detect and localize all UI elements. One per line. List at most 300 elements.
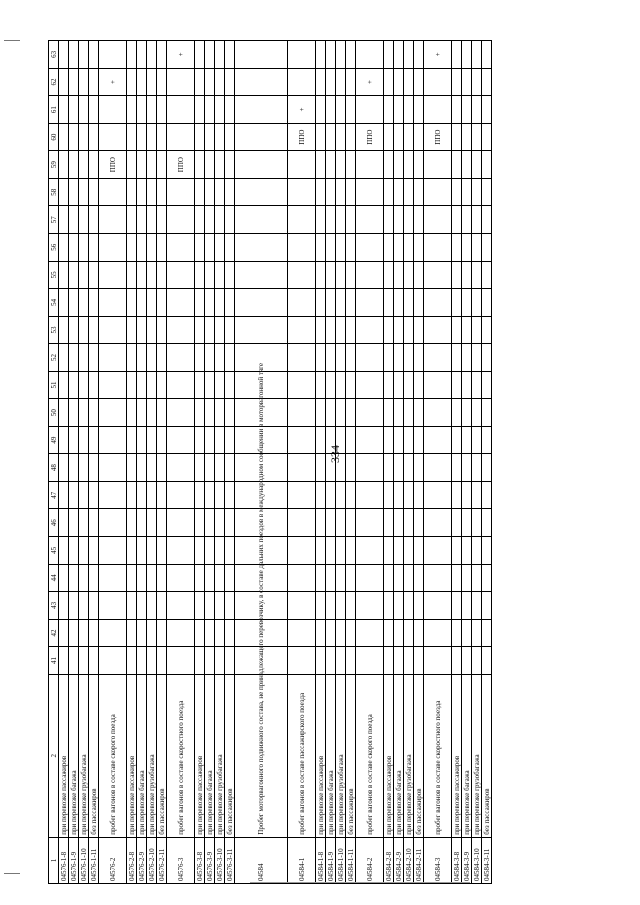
cell-col-61 bbox=[99, 96, 127, 124]
table-row bbox=[482, 41, 492, 884]
table-row bbox=[414, 41, 424, 884]
cell-col-55 bbox=[356, 261, 384, 289]
cell-col-56 bbox=[195, 234, 205, 262]
row-code: 04584-2-8 bbox=[384, 837, 394, 883]
cell-col-55 bbox=[288, 261, 316, 289]
cell-col-51 bbox=[167, 371, 195, 399]
cell-col-46 bbox=[356, 509, 384, 537]
cell-col-50 bbox=[336, 399, 346, 427]
row-code: 04584-3-11 bbox=[482, 837, 492, 883]
table-row bbox=[69, 41, 79, 884]
cell-col-56 bbox=[69, 234, 79, 262]
cell-col-57 bbox=[384, 206, 394, 234]
row-code: 04584-2-11 bbox=[414, 837, 424, 883]
cell-col-53 bbox=[59, 316, 69, 344]
cell-col-42 bbox=[205, 619, 215, 647]
cell-col-58 bbox=[167, 178, 195, 206]
cell-col-41 bbox=[59, 647, 69, 675]
cell-col-51 bbox=[195, 371, 205, 399]
cell-col-62 bbox=[404, 68, 414, 96]
cell-col-60 bbox=[215, 123, 225, 151]
cell-col-60: ППО bbox=[356, 123, 384, 151]
cell-col-52 bbox=[336, 344, 346, 372]
cell-col-60: ППО bbox=[288, 123, 316, 151]
cell-col-50 bbox=[59, 399, 69, 427]
cell-col-49 bbox=[99, 426, 127, 454]
cell-col-56 bbox=[137, 234, 147, 262]
table-row bbox=[225, 41, 235, 884]
cell-col-52 bbox=[137, 344, 147, 372]
cell-col-56 bbox=[215, 234, 225, 262]
row-description: при перевозке багажа bbox=[137, 674, 147, 837]
cell-col-48 bbox=[99, 454, 127, 482]
cell-col-55 bbox=[195, 261, 205, 289]
cell-col-50 bbox=[384, 399, 394, 427]
cell-col-62 bbox=[167, 68, 195, 96]
cell-col-49 bbox=[336, 426, 346, 454]
cell-col-59 bbox=[215, 151, 225, 179]
cell-col-50 bbox=[225, 399, 235, 427]
cell-col-42 bbox=[336, 619, 346, 647]
cell-col-58 bbox=[384, 178, 394, 206]
cell-col-58 bbox=[356, 178, 384, 206]
cell-col-63 bbox=[472, 41, 482, 69]
cell-col-51 bbox=[127, 371, 137, 399]
cell-col-59 bbox=[69, 151, 79, 179]
cell-col-58 bbox=[89, 178, 99, 206]
cell-col-55 bbox=[167, 261, 195, 289]
cell-col-58 bbox=[462, 178, 472, 206]
cell-col-46 bbox=[336, 509, 346, 537]
cell-col-48 bbox=[59, 454, 69, 482]
cell-col-41 bbox=[195, 647, 205, 675]
cell-col-51 bbox=[225, 371, 235, 399]
cell-col-51 bbox=[316, 371, 326, 399]
cell-col-54 bbox=[167, 289, 195, 317]
cell-col-49 bbox=[356, 426, 384, 454]
row-code: 04576-1-10 bbox=[79, 837, 89, 883]
cell-col-62 bbox=[462, 68, 472, 96]
column-header-49: 49 bbox=[49, 426, 59, 454]
cell-col-49 bbox=[225, 426, 235, 454]
cell-col-59 bbox=[394, 151, 404, 179]
cell-col-44 bbox=[215, 564, 225, 592]
cell-col-63 bbox=[195, 41, 205, 69]
cell-col-57 bbox=[195, 206, 205, 234]
cell-col-41 bbox=[394, 647, 404, 675]
column-header-51: 51 bbox=[49, 371, 59, 399]
cell-col-48 bbox=[137, 454, 147, 482]
cell-col-44 bbox=[147, 564, 157, 592]
cell-col-61 bbox=[205, 96, 215, 124]
cell-col-62 bbox=[316, 68, 326, 96]
row-code: 04584-2-9 bbox=[394, 837, 404, 883]
cell-col-46 bbox=[424, 509, 452, 537]
row-code: 04576-3-10 bbox=[215, 837, 225, 883]
cell-col-54 bbox=[147, 289, 157, 317]
cell-col-58 bbox=[59, 178, 69, 206]
cell-col-42 bbox=[167, 619, 195, 647]
cell-col-44 bbox=[482, 564, 492, 592]
table-row bbox=[346, 41, 356, 884]
table-row bbox=[404, 41, 414, 884]
cell-col-60 bbox=[404, 123, 414, 151]
cell-col-56 bbox=[404, 234, 414, 262]
cell-col-48 bbox=[394, 454, 404, 482]
cell-col-46 bbox=[326, 509, 336, 537]
cell-col-60 bbox=[384, 123, 394, 151]
cell-col-53 bbox=[462, 316, 472, 344]
cell-col-54 bbox=[346, 289, 356, 317]
row-description: при перевозке грузобагажа bbox=[472, 674, 482, 837]
cell-col-57 bbox=[79, 206, 89, 234]
cell-col-58 bbox=[472, 178, 482, 206]
cell-col-49 bbox=[394, 426, 404, 454]
table-row bbox=[157, 41, 167, 884]
cell-col-55 bbox=[336, 261, 346, 289]
cell-col-51 bbox=[384, 371, 394, 399]
cell-col-49 bbox=[462, 426, 472, 454]
cell-col-60 bbox=[205, 123, 215, 151]
row-code: 04584-1-9 bbox=[326, 837, 336, 883]
cell-col-56 bbox=[326, 234, 336, 262]
cell-col-49 bbox=[424, 426, 452, 454]
cell-col-50 bbox=[167, 399, 195, 427]
cell-col-49 bbox=[89, 426, 99, 454]
table-row bbox=[167, 41, 195, 884]
cell-col-42 bbox=[326, 619, 336, 647]
cell-col-58 bbox=[69, 178, 79, 206]
cell-col-63 bbox=[482, 41, 492, 69]
cell-col-45 bbox=[137, 537, 147, 565]
cell-col-47 bbox=[99, 481, 127, 509]
cell-col-41 bbox=[462, 647, 472, 675]
cell-col-61 bbox=[404, 96, 414, 124]
table-row bbox=[205, 41, 215, 884]
cell-col-60 bbox=[127, 123, 137, 151]
table-row bbox=[394, 41, 404, 884]
cell-col-44 bbox=[424, 564, 452, 592]
cell-col-41 bbox=[79, 647, 89, 675]
cell-col-59 bbox=[472, 151, 482, 179]
cell-col-41 bbox=[69, 647, 79, 675]
cell-col-63 bbox=[225, 41, 235, 69]
cell-col-51 bbox=[59, 371, 69, 399]
cell-col-63 bbox=[356, 41, 384, 69]
cell-col-52 bbox=[69, 344, 79, 372]
cell-col-50 bbox=[215, 399, 225, 427]
row-description: без пассажиров bbox=[346, 674, 356, 837]
cell-col-52 bbox=[205, 344, 215, 372]
cell-col-54 bbox=[482, 289, 492, 317]
cell-col-61 bbox=[235, 96, 288, 124]
cell-col-52 bbox=[356, 344, 384, 372]
cell-col-48 bbox=[167, 454, 195, 482]
row-code: 04584-3-8 bbox=[452, 837, 462, 883]
cell-col-41 bbox=[167, 647, 195, 675]
cell-col-52 bbox=[414, 344, 424, 372]
cell-col-48 bbox=[462, 454, 472, 482]
cell-col-49 bbox=[384, 426, 394, 454]
cell-col-59 bbox=[346, 151, 356, 179]
cell-col-42 bbox=[346, 619, 356, 647]
table-row bbox=[356, 41, 384, 884]
cell-col-42 bbox=[215, 619, 225, 647]
cell-col-44 bbox=[404, 564, 414, 592]
column-header-54: 54 bbox=[49, 289, 59, 317]
cell-col-56 bbox=[394, 234, 404, 262]
cell-col-63 bbox=[316, 41, 326, 69]
row-code: 04584-1-10 bbox=[336, 837, 346, 883]
cell-col-46 bbox=[137, 509, 147, 537]
row-description: без пассажиров bbox=[225, 674, 235, 837]
cell-col-41 bbox=[326, 647, 336, 675]
cell-col-63 bbox=[384, 41, 394, 69]
cell-col-55 bbox=[157, 261, 167, 289]
cell-col-49 bbox=[147, 426, 157, 454]
cell-col-61 bbox=[59, 96, 69, 124]
cell-col-41 bbox=[215, 647, 225, 675]
cell-col-43 bbox=[79, 592, 89, 620]
cell-col-58 bbox=[195, 178, 205, 206]
cell-col-50 bbox=[99, 399, 127, 427]
cell-col-42 bbox=[414, 619, 424, 647]
cell-col-51 bbox=[99, 371, 127, 399]
row-description: при перевозке пассажиров bbox=[59, 674, 69, 837]
cell-col-55 bbox=[462, 261, 472, 289]
cell-col-59 bbox=[462, 151, 472, 179]
cell-col-53 bbox=[336, 316, 346, 344]
cell-col-58 bbox=[157, 178, 167, 206]
cell-col-51 bbox=[205, 371, 215, 399]
cell-col-57 bbox=[346, 206, 356, 234]
cell-col-48 bbox=[288, 454, 316, 482]
cell-col-52 bbox=[225, 344, 235, 372]
cell-col-46 bbox=[205, 509, 215, 537]
cell-col-57 bbox=[472, 206, 482, 234]
cell-col-60 bbox=[147, 123, 157, 151]
row-description: при перевозке пассажиров bbox=[452, 674, 462, 837]
cell-col-44 bbox=[462, 564, 472, 592]
cell-col-42 bbox=[482, 619, 492, 647]
cell-col-56 bbox=[59, 234, 69, 262]
cell-col-59 bbox=[59, 151, 69, 179]
cell-col-50 bbox=[326, 399, 336, 427]
cell-col-49 bbox=[157, 426, 167, 454]
cell-col-47 bbox=[472, 481, 482, 509]
cell-col-56 bbox=[414, 234, 424, 262]
cell-col-60 bbox=[235, 123, 288, 151]
cell-col-58 bbox=[79, 178, 89, 206]
cell-col-56 bbox=[127, 234, 137, 262]
cell-col-54 bbox=[157, 289, 167, 317]
cell-col-51 bbox=[326, 371, 336, 399]
cell-col-55 bbox=[424, 261, 452, 289]
cell-col-44 bbox=[452, 564, 462, 592]
row-code: 04576-2-10 bbox=[147, 837, 157, 883]
cell-col-62 bbox=[394, 68, 404, 96]
cell-col-56 bbox=[99, 234, 127, 262]
cell-col-59 bbox=[452, 151, 462, 179]
cell-col-45 bbox=[288, 537, 316, 565]
cell-col-42 bbox=[288, 619, 316, 647]
cell-col-42 bbox=[137, 619, 147, 647]
cell-col-62 bbox=[69, 68, 79, 96]
row-code: 04584-2 bbox=[356, 837, 384, 883]
cell-col-46 bbox=[59, 509, 69, 537]
cell-col-41 bbox=[414, 647, 424, 675]
cell-col-62 bbox=[225, 68, 235, 96]
cell-col-52 bbox=[326, 344, 336, 372]
table-frame bbox=[48, 40, 491, 884]
cell-col-43 bbox=[414, 592, 424, 620]
cell-col-48 bbox=[472, 454, 482, 482]
cell-col-41 bbox=[424, 647, 452, 675]
cell-col-49 bbox=[137, 426, 147, 454]
row-code: 04584-3-10 bbox=[472, 837, 482, 883]
cell-col-45 bbox=[424, 537, 452, 565]
cell-col-62: + bbox=[356, 68, 384, 96]
cell-col-43 bbox=[326, 592, 336, 620]
cell-col-47 bbox=[424, 481, 452, 509]
cell-col-57 bbox=[482, 206, 492, 234]
cell-col-54 bbox=[326, 289, 336, 317]
column-header-1: 1 bbox=[49, 837, 59, 883]
cell-col-48 bbox=[205, 454, 215, 482]
row-description: пробег вагонов в составе скорого поезда bbox=[99, 674, 127, 837]
cell-col-45 bbox=[205, 537, 215, 565]
cell-col-56 bbox=[316, 234, 326, 262]
cell-col-47 bbox=[452, 481, 462, 509]
cell-col-51 bbox=[147, 371, 157, 399]
cell-col-42 bbox=[394, 619, 404, 647]
cell-col-44 bbox=[157, 564, 167, 592]
cell-col-61 bbox=[346, 96, 356, 124]
cell-col-53 bbox=[137, 316, 147, 344]
cell-col-49 bbox=[452, 426, 462, 454]
cell-col-54 bbox=[195, 289, 205, 317]
cell-col-61 bbox=[316, 96, 326, 124]
cell-col-52 bbox=[384, 344, 394, 372]
row-code: 04576-3-11 bbox=[225, 837, 235, 883]
row-code: 04576-3 bbox=[167, 837, 195, 883]
cell-col-62 bbox=[157, 68, 167, 96]
cell-col-48 bbox=[346, 454, 356, 482]
cell-col-61 bbox=[79, 96, 89, 124]
cell-col-43 bbox=[157, 592, 167, 620]
cell-col-48 bbox=[195, 454, 205, 482]
cell-col-60 bbox=[79, 123, 89, 151]
row-description: без пассажиров bbox=[414, 674, 424, 837]
cell-col-60: ППО bbox=[424, 123, 452, 151]
cell-col-46 bbox=[99, 509, 127, 537]
cell-col-58 bbox=[137, 178, 147, 206]
cell-col-63 bbox=[336, 41, 346, 69]
cell-col-46 bbox=[482, 509, 492, 537]
row-code: 04576-2-11 bbox=[157, 837, 167, 883]
cell-col-57 bbox=[225, 206, 235, 234]
cell-col-50 bbox=[394, 399, 404, 427]
cell-col-52 bbox=[472, 344, 482, 372]
row-description: при перевозке пассажиров bbox=[127, 674, 137, 837]
cell-col-52 bbox=[99, 344, 127, 372]
cell-col-53 bbox=[157, 316, 167, 344]
cell-col-43 bbox=[482, 592, 492, 620]
table-row bbox=[89, 41, 99, 884]
cell-col-42 bbox=[424, 619, 452, 647]
cell-col-47 bbox=[205, 481, 215, 509]
cell-col-62 bbox=[205, 68, 215, 96]
cell-col-56 bbox=[235, 234, 288, 262]
cell-col-60 bbox=[452, 123, 462, 151]
cell-col-43 bbox=[346, 592, 356, 620]
cell-col-53 bbox=[69, 316, 79, 344]
cell-col-46 bbox=[157, 509, 167, 537]
cell-col-45 bbox=[482, 537, 492, 565]
cell-col-45 bbox=[69, 537, 79, 565]
row-code: 04584-2-10 bbox=[404, 837, 414, 883]
row-description: при перевозке грузобагажа bbox=[336, 674, 346, 837]
cell-col-51 bbox=[424, 371, 452, 399]
cell-col-53 bbox=[127, 316, 137, 344]
cell-col-45 bbox=[452, 537, 462, 565]
cell-col-45 bbox=[316, 537, 326, 565]
cell-col-52 bbox=[394, 344, 404, 372]
cell-col-47 bbox=[336, 481, 346, 509]
cell-col-60 bbox=[316, 123, 326, 151]
column-header-61: 61 bbox=[49, 96, 59, 124]
cell-col-44 bbox=[99, 564, 127, 592]
cell-col-58 bbox=[235, 178, 288, 206]
cell-col-51 bbox=[462, 371, 472, 399]
cell-col-61 bbox=[462, 96, 472, 124]
column-header-52: 52 bbox=[49, 344, 59, 372]
cell-col-53 bbox=[404, 316, 414, 344]
cell-col-58 bbox=[127, 178, 137, 206]
cell-col-54 bbox=[205, 289, 215, 317]
cell-col-56 bbox=[157, 234, 167, 262]
cell-col-51 bbox=[414, 371, 424, 399]
cell-col-50 bbox=[205, 399, 215, 427]
cell-col-54 bbox=[225, 289, 235, 317]
cell-col-63 bbox=[99, 41, 127, 69]
cell-col-42 bbox=[157, 619, 167, 647]
cell-col-63: + bbox=[167, 41, 195, 69]
cell-col-42 bbox=[69, 619, 79, 647]
cell-col-53 bbox=[316, 316, 326, 344]
cell-col-62 bbox=[59, 68, 69, 96]
row-description: при перевозке грузобагажа bbox=[79, 674, 89, 837]
cell-col-61 bbox=[472, 96, 482, 124]
cell-col-61 bbox=[195, 96, 205, 124]
cell-col-55 bbox=[452, 261, 462, 289]
cell-col-61 bbox=[384, 96, 394, 124]
column-header-45: 45 bbox=[49, 537, 59, 565]
cell-col-48 bbox=[316, 454, 326, 482]
cell-col-45 bbox=[472, 537, 482, 565]
cell-col-43 bbox=[69, 592, 79, 620]
cell-col-45 bbox=[384, 537, 394, 565]
table-row bbox=[424, 41, 452, 884]
cell-col-60 bbox=[89, 123, 99, 151]
cell-col-59: ППО bbox=[167, 151, 195, 179]
cell-col-47 bbox=[215, 481, 225, 509]
table-body bbox=[59, 41, 492, 884]
cell-col-50 bbox=[79, 399, 89, 427]
cell-col-48 bbox=[482, 454, 492, 482]
cell-col-42 bbox=[472, 619, 482, 647]
cell-col-41 bbox=[147, 647, 157, 675]
